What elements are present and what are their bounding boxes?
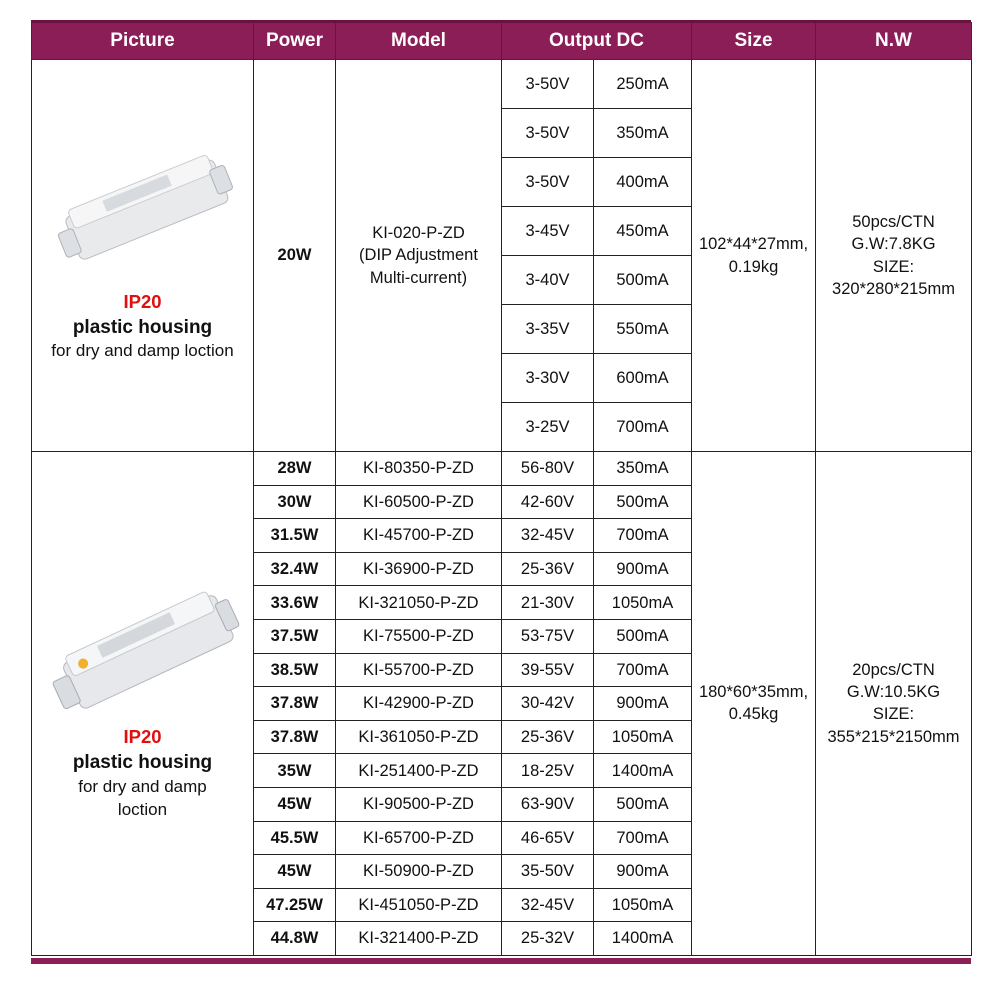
group1-size: 102*44*27mm, 0.19kg bbox=[692, 60, 816, 452]
group2-power: 32.4W bbox=[254, 552, 336, 586]
group1-nw-line3: SIZE: bbox=[872, 257, 915, 276]
group2-description-line2: loction bbox=[117, 799, 168, 819]
group2-nw-line4: 355*215*2150mm bbox=[827, 727, 960, 746]
group2-current: 900mA bbox=[594, 552, 692, 586]
group1-housing: plastic housing bbox=[72, 316, 213, 338]
group1-model bbox=[336, 60, 502, 452]
group2-voltage: 32-45V bbox=[502, 888, 594, 922]
group1-model-line1: KI-020-P-ZD bbox=[372, 224, 465, 243]
group2-model: KI-60500-P-ZD bbox=[336, 485, 502, 519]
group1-voltage: 3-45V bbox=[502, 207, 594, 256]
group2-current: 500mA bbox=[594, 787, 692, 821]
group1-model-line2: (DIP Adjustment bbox=[359, 246, 478, 265]
header-row bbox=[32, 23, 972, 60]
bottom-rule bbox=[31, 958, 971, 964]
group2-voltage: 35-50V bbox=[502, 855, 594, 889]
group2-power: 31.5W bbox=[254, 519, 336, 553]
group2-voltage: 25-32V bbox=[502, 922, 594, 956]
group1-current: 700mA bbox=[594, 403, 692, 452]
group2-description-line1: for dry and damp bbox=[78, 776, 207, 796]
group2-nw-line2: G.W:10.5KG bbox=[846, 683, 941, 702]
group2-nw bbox=[816, 452, 972, 956]
group1-description: for dry and damp loction bbox=[51, 341, 234, 361]
group2-model: KI-321400-P-ZD bbox=[336, 922, 502, 956]
group2-current: 700mA bbox=[594, 519, 692, 553]
group2-model: KI-42900-P-ZD bbox=[336, 687, 502, 721]
group2-power: 45W bbox=[254, 787, 336, 821]
group2-voltage: 21-30V bbox=[502, 586, 594, 620]
group2-voltage: 25-36V bbox=[502, 720, 594, 754]
group2-model: KI-451050-P-ZD bbox=[336, 888, 502, 922]
header-power: Power bbox=[254, 23, 336, 60]
group2-power: 30W bbox=[254, 485, 336, 519]
group1-nw-line2: G.W:7.8KG bbox=[851, 235, 936, 254]
group2-current: 500mA bbox=[594, 619, 692, 653]
group2-model: KI-321050-P-ZD bbox=[336, 586, 502, 620]
group1-ip-rating: IP20 bbox=[123, 290, 162, 312]
group2-power: 35W bbox=[254, 754, 336, 788]
group1-voltage: 3-50V bbox=[502, 158, 594, 207]
group2-voltage: 18-25V bbox=[502, 754, 594, 788]
group2-power: 47.25W bbox=[254, 888, 336, 922]
group2-current: 1050mA bbox=[594, 888, 692, 922]
table-row bbox=[32, 60, 972, 109]
group2-nw-line1: 20pcs/CTN bbox=[852, 660, 935, 679]
group2-current: 1050mA bbox=[594, 586, 692, 620]
header-picture: Picture bbox=[32, 23, 254, 60]
group1-nw bbox=[816, 60, 972, 452]
header-output: Output DC bbox=[502, 23, 692, 60]
group2-model: KI-361050-P-ZD bbox=[336, 720, 502, 754]
group2-voltage: 32-45V bbox=[502, 519, 594, 553]
group1-current: 500mA bbox=[594, 256, 692, 305]
group2-model: KI-80350-P-ZD bbox=[336, 452, 502, 486]
header-size: Size bbox=[692, 23, 816, 60]
group2-ip-rating: IP20 bbox=[123, 726, 162, 748]
group1-current: 600mA bbox=[594, 354, 692, 403]
group2-current: 1400mA bbox=[594, 922, 692, 956]
led-driver-image bbox=[43, 585, 243, 715]
group1-picture-cell bbox=[32, 60, 254, 452]
group1-voltage: 3-50V bbox=[502, 60, 594, 109]
group1-voltage: 3-25V bbox=[502, 403, 594, 452]
spec-table-frame bbox=[31, 22, 971, 962]
group2-power: 37.5W bbox=[254, 619, 336, 653]
group2-voltage: 39-55V bbox=[502, 653, 594, 687]
group2-model: KI-90500-P-ZD bbox=[336, 787, 502, 821]
group2-model: KI-50900-P-ZD bbox=[336, 855, 502, 889]
header-nw: N.W bbox=[816, 23, 972, 60]
group2-current: 350mA bbox=[594, 452, 692, 486]
group2-picture-cell bbox=[32, 452, 254, 956]
group1-voltage: 3-40V bbox=[502, 256, 594, 305]
group2-power: 44.8W bbox=[254, 922, 336, 956]
group2-current: 700mA bbox=[594, 821, 692, 855]
group1-model-line3: Multi-current) bbox=[369, 268, 468, 287]
group2-nw-line3: SIZE: bbox=[872, 705, 915, 724]
group2-voltage: 30-42V bbox=[502, 687, 594, 721]
group2-power: 37.8W bbox=[254, 687, 336, 721]
header-model: Model bbox=[336, 23, 502, 60]
group2-current: 1050mA bbox=[594, 720, 692, 754]
group2-model: KI-55700-P-ZD bbox=[336, 653, 502, 687]
group2-model: KI-65700-P-ZD bbox=[336, 821, 502, 855]
spec-table bbox=[31, 22, 972, 956]
group2-voltage: 25-36V bbox=[502, 552, 594, 586]
led-driver-image bbox=[48, 148, 238, 268]
table-row bbox=[32, 452, 972, 486]
group2-current: 700mA bbox=[594, 653, 692, 687]
group1-current: 350mA bbox=[594, 109, 692, 158]
group2-voltage: 46-65V bbox=[502, 821, 594, 855]
group1-nw-line4: 320*280*215mm bbox=[832, 279, 955, 298]
group2-power: 28W bbox=[254, 452, 336, 486]
group1-current: 250mA bbox=[594, 60, 692, 109]
group1-current: 450mA bbox=[594, 207, 692, 256]
group2-voltage: 63-90V bbox=[502, 787, 594, 821]
group2-current: 1400mA bbox=[594, 754, 692, 788]
group1-voltage: 3-30V bbox=[502, 354, 594, 403]
group2-model: KI-36900-P-ZD bbox=[336, 552, 502, 586]
group1-voltage: 3-50V bbox=[502, 109, 594, 158]
group1-current: 550mA bbox=[594, 305, 692, 354]
group2-housing: plastic housing bbox=[72, 752, 213, 774]
group2-current: 500mA bbox=[594, 485, 692, 519]
group2-power: 38.5W bbox=[254, 653, 336, 687]
group2-power: 33.6W bbox=[254, 586, 336, 620]
group2-model: KI-45700-P-ZD bbox=[336, 519, 502, 553]
group2-power: 45W bbox=[254, 855, 336, 889]
group2-power: 45.5W bbox=[254, 821, 336, 855]
group1-nw-line1: 50pcs/CTN bbox=[852, 212, 935, 231]
group2-current: 900mA bbox=[594, 687, 692, 721]
group1-power: 20W bbox=[254, 60, 336, 452]
group2-model: KI-75500-P-ZD bbox=[336, 619, 502, 653]
group2-voltage: 42-60V bbox=[502, 485, 594, 519]
group2-voltage: 56-80V bbox=[502, 452, 594, 486]
group2-power: 37.8W bbox=[254, 720, 336, 754]
group2-model: KI-251400-P-ZD bbox=[336, 754, 502, 788]
group2-voltage: 53-75V bbox=[502, 619, 594, 653]
group2-current: 900mA bbox=[594, 855, 692, 889]
group1-voltage: 3-35V bbox=[502, 305, 594, 354]
group2-size: 180*60*35mm,0.45kg bbox=[692, 452, 816, 956]
group1-current: 400mA bbox=[594, 158, 692, 207]
